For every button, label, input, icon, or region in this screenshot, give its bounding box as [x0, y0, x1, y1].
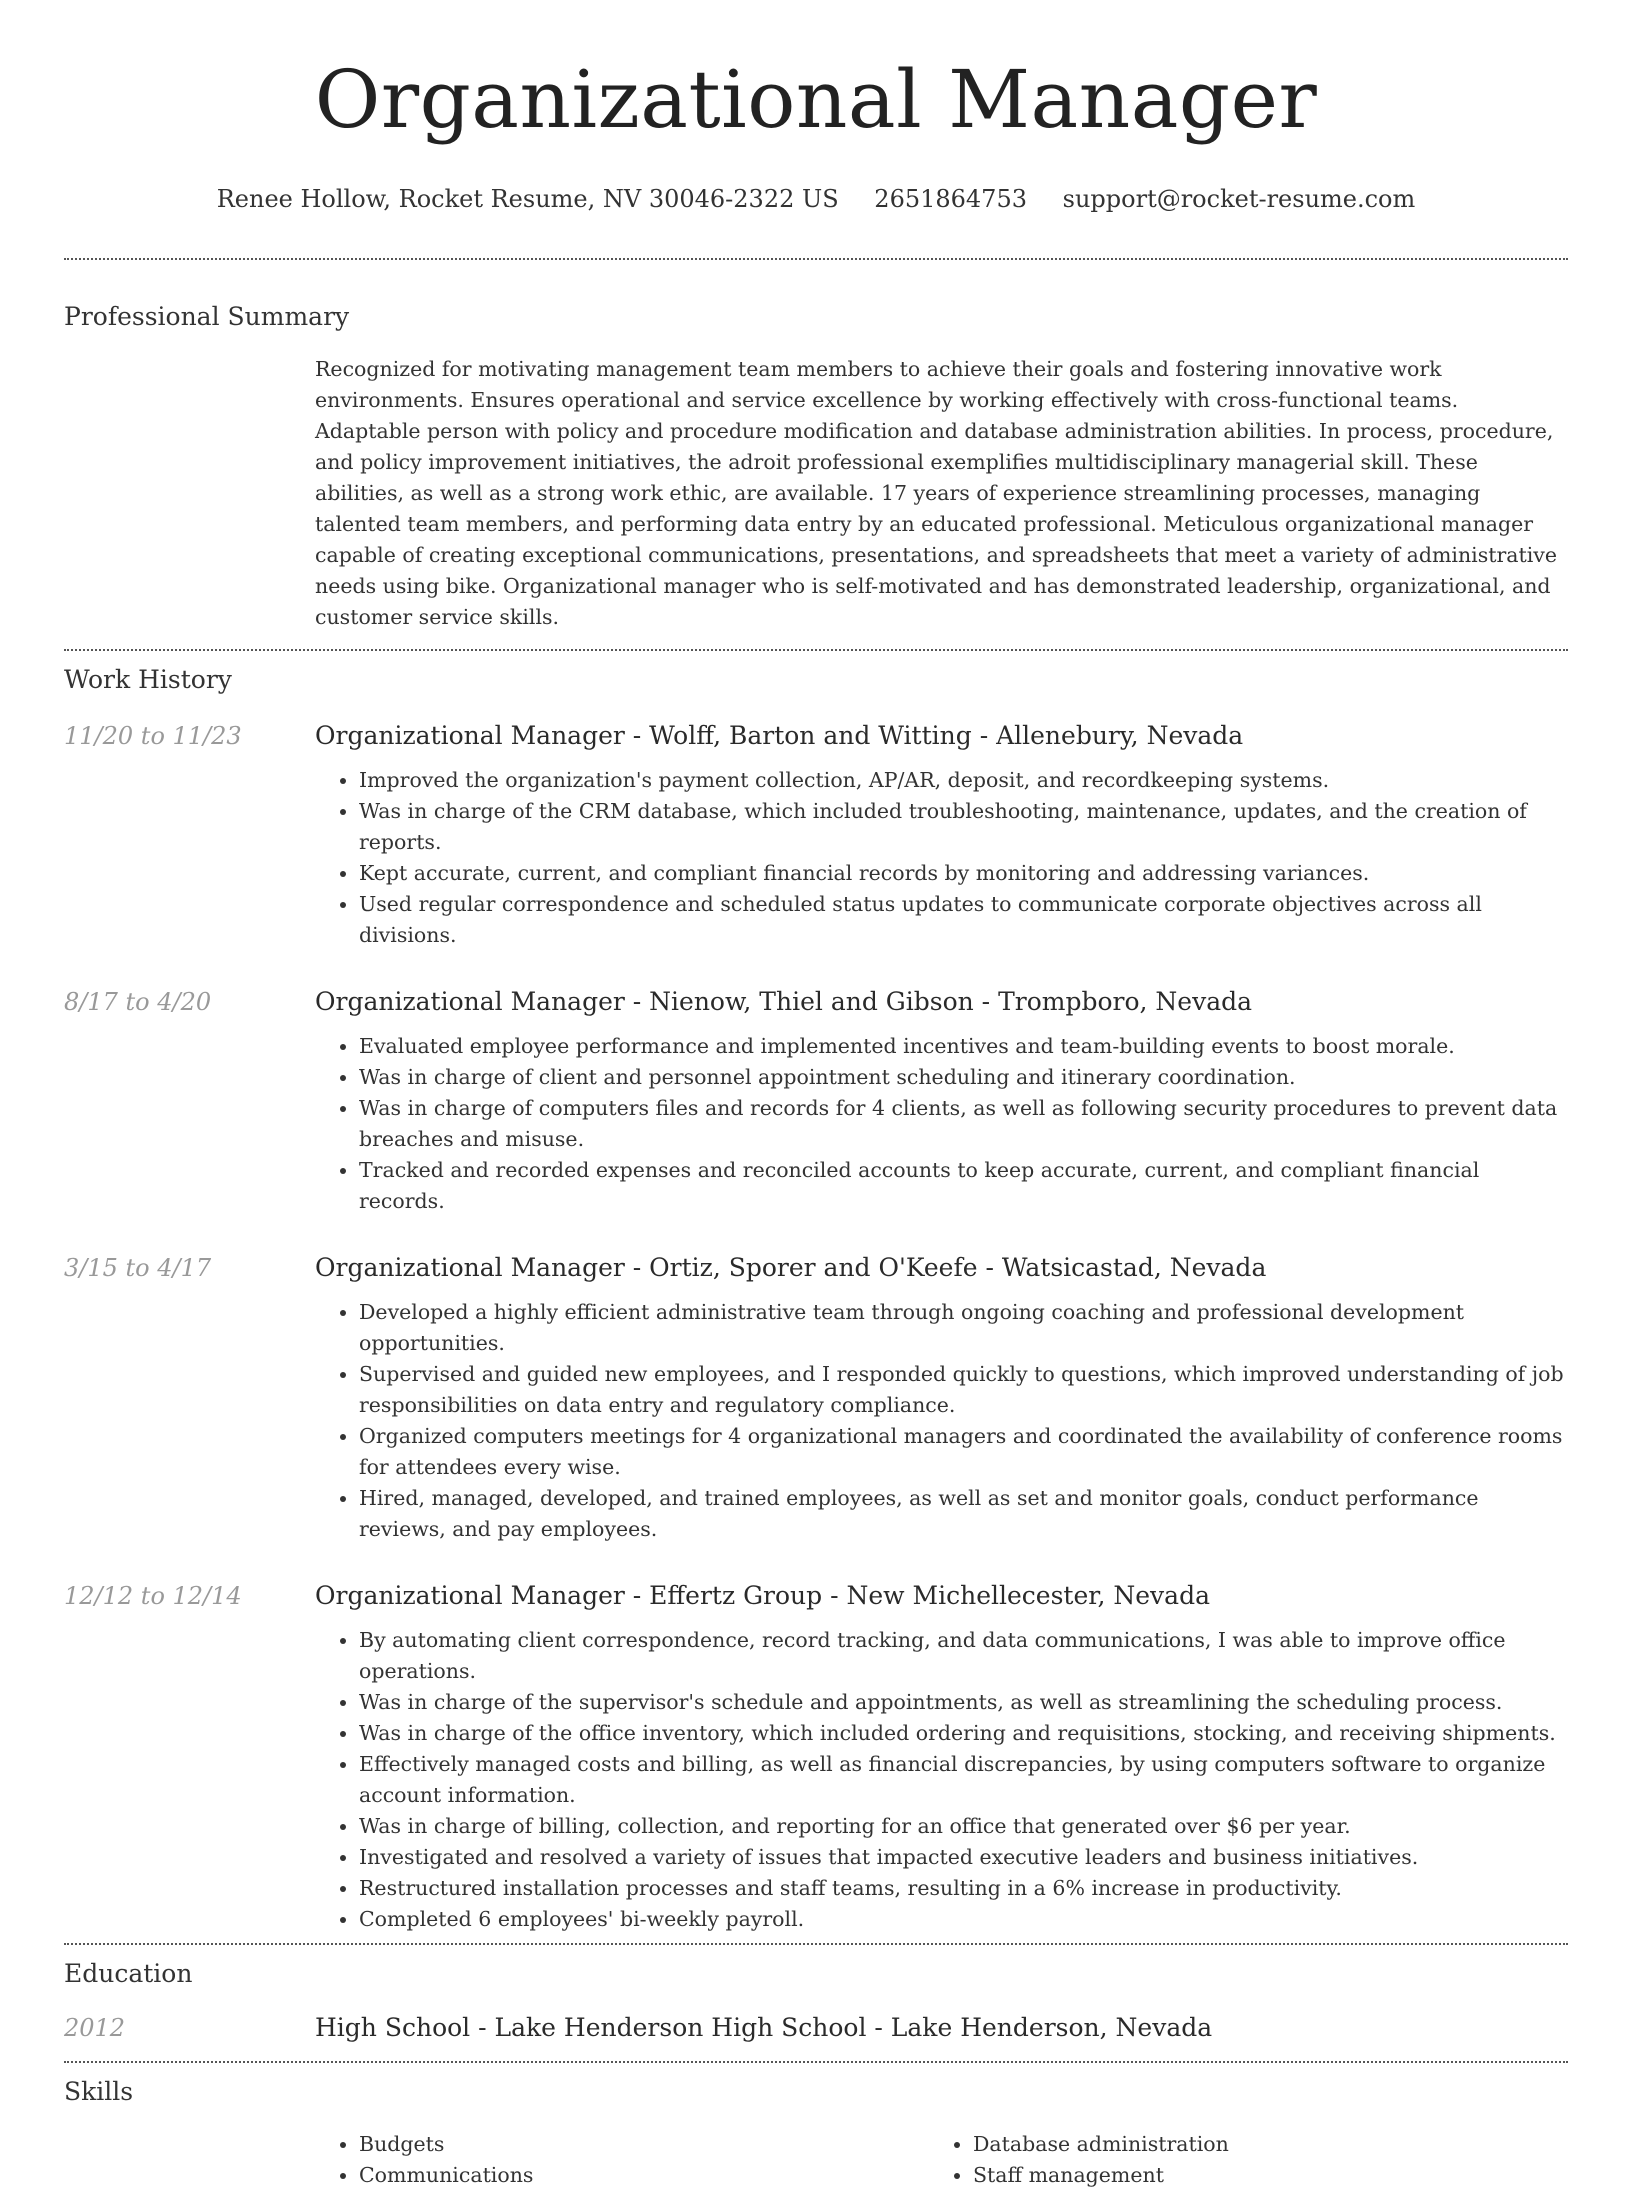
- job-bullets: [315, 765, 1568, 951]
- education-entry: [64, 2011, 1568, 2045]
- skills-list: [315, 2129, 1568, 2191]
- section-title-summary: Professional Summary: [64, 302, 350, 331]
- resume-title: Organizational Manager: [314, 53, 1318, 146]
- work-history: [64, 719, 1568, 1935]
- contact-email: support@rocket-resume.com: [1062, 185, 1416, 213]
- job-bullet: • Kept accurate, current, and compliant financial records by monitoring and addressing variances.: [359, 858, 1568, 889]
- job-entry: [64, 1579, 1568, 1935]
- job-bullet: • Developed a highly efficient administrative team through ongoing coaching and professional development opportunities.: [359, 1297, 1568, 1359]
- job-heading: Organizational Manager - Effertz Group - New Michellecester, Nevada: [315, 1581, 1210, 1610]
- summary-text: Recognized for motivating management team members to achieve their goals and fostering innovative work environments. Ensures operational and service excellence by working effectively with cross-functional teams. Adaptable person with policy and procedure modification and database administration abilities. In process, procedure, and policy improvement initiatives, the adroit professional exemplifies multidisciplinary managerial skill. These abilities, as well as a strong work ethic, are available. 17 years of experience streamlining processes, managing talented team members, and performing data entry by an educated professional. Meticulous organizational manager capable of creating exceptional communications, presentations, and spreadsheets that meet a variety of administrative needs using bike. Organizational manager who is self-motivated and has demonstrated leadership, organizational, and customer service skills.: [315, 357, 1557, 629]
- skill-item: • Budgets: [359, 2129, 929, 2160]
- job-entry: [64, 719, 1568, 951]
- job-heading: Organizational Manager - Wolff, Barton and Witting - Allenebury, Nevada: [315, 721, 1244, 750]
- contact-phone: 2651864753: [874, 185, 1027, 213]
- job-bullet: • Was in charge of the office inventory, which included ordering and requisitions, stocking, and receiving shipments.: [359, 1718, 1568, 1749]
- section-title-work-history: Work History: [64, 665, 232, 694]
- job-bullet: • Supervised and guided new employees, and I responded quickly to questions, which improved understanding of job responsibilities on data entry and regulatory compliance.: [359, 1359, 1568, 1421]
- job-dates: 12/12 to 12/14: [64, 1582, 242, 1610]
- job-bullet: • Organized computers meetings for 4 organizational managers and coordinated the availability of conference rooms for attendees every wise.: [359, 1421, 1568, 1483]
- education-year: 2012: [64, 2014, 126, 2042]
- job-bullets: [315, 1625, 1568, 1935]
- contact-address: Renee Hollow, Rocket Resume, NV 30046-2322 US: [216, 185, 839, 213]
- divider: [64, 1943, 1568, 1945]
- section-title-skills: Skills: [64, 2077, 134, 2106]
- job-bullet: • Effectively managed costs and billing, as well as financial discrepancies, by using computers software to organize account information.: [359, 1749, 1568, 1811]
- job-bullet: • Investigated and resolved a variety of issues that impacted executive leaders and business initiatives.: [359, 1842, 1568, 1873]
- job-heading: Organizational Manager - Nienow, Thiel and Gibson - Trompboro, Nevada: [315, 987, 1253, 1016]
- job-bullet: • Restructured installation processes and staff teams, resulting in a 6% increase in productivity.: [359, 1873, 1568, 1904]
- job-dates: 3/15 to 4/17: [64, 1254, 212, 1282]
- education-heading: High School - Lake Henderson High School - Lake Henderson, Nevada: [315, 2013, 1213, 2042]
- job-dates: 11/20 to 11/23: [64, 722, 242, 750]
- skills-column-left: [315, 2129, 929, 2191]
- job-bullet: • Was in charge of billing, collection, and reporting for an office that generated over $6 per year.: [359, 1811, 1568, 1842]
- divider: [64, 2061, 1568, 2063]
- job-heading: Organizational Manager - Ortiz, Sporer and O'Keefe - Watsicastad, Nevada: [315, 1253, 1267, 1282]
- job-bullet: • Was in charge of client and personnel appointment scheduling and itinerary coordination.: [359, 1062, 1568, 1093]
- job-bullet: • Tracked and recorded expenses and reconciled accounts to keep accurate, current, and compliant financial records.: [359, 1155, 1568, 1217]
- job-bullet: • By automating client correspondence, record tracking, and data communications, I was able to improve office operations.: [359, 1625, 1568, 1687]
- divider: [64, 649, 1568, 651]
- job-dates: 8/17 to 4/20: [64, 988, 212, 1016]
- job-bullet: • Used regular correspondence and scheduled status updates to communicate corporate objectives across all divisions.: [359, 889, 1568, 951]
- section-title-education: Education: [64, 1959, 193, 1988]
- skill-item: • Staff management: [973, 2160, 1543, 2191]
- skills-column-right: [929, 2129, 1543, 2191]
- job-bullet: • Hired, managed, developed, and trained employees, as well as set and monitor goals, conduct performance reviews, and pay employees.: [359, 1483, 1568, 1545]
- job-bullet: • Was in charge of computers files and records for 4 clients, as well as following security procedures to prevent data breaches and misuse.: [359, 1093, 1568, 1155]
- contact-line: [64, 184, 1568, 214]
- job-bullets: [315, 1031, 1568, 1217]
- job-entry: [64, 1251, 1568, 1545]
- job-bullet: • Evaluated employee performance and implemented incentives and team-building events to boost morale.: [359, 1031, 1568, 1062]
- job-bullets: [315, 1297, 1568, 1545]
- divider: [64, 258, 1568, 260]
- job-bullet: • Completed 6 employees' bi-weekly payroll.: [359, 1904, 1568, 1935]
- skill-item: • Communications: [359, 2160, 929, 2191]
- job-bullet: • Was in charge of the CRM database, which included troubleshooting, maintenance, updates, and the creation of reports.: [359, 796, 1568, 858]
- job-bullet: • Improved the organization's payment collection, AP/AR, deposit, and recordkeeping systems.: [359, 765, 1568, 796]
- job-entry: [64, 985, 1568, 1217]
- skill-item: • Database administration: [973, 2129, 1543, 2160]
- job-bullet: • Was in charge of the supervisor's schedule and appointments, as well as streamlining the scheduling process.: [359, 1687, 1568, 1718]
